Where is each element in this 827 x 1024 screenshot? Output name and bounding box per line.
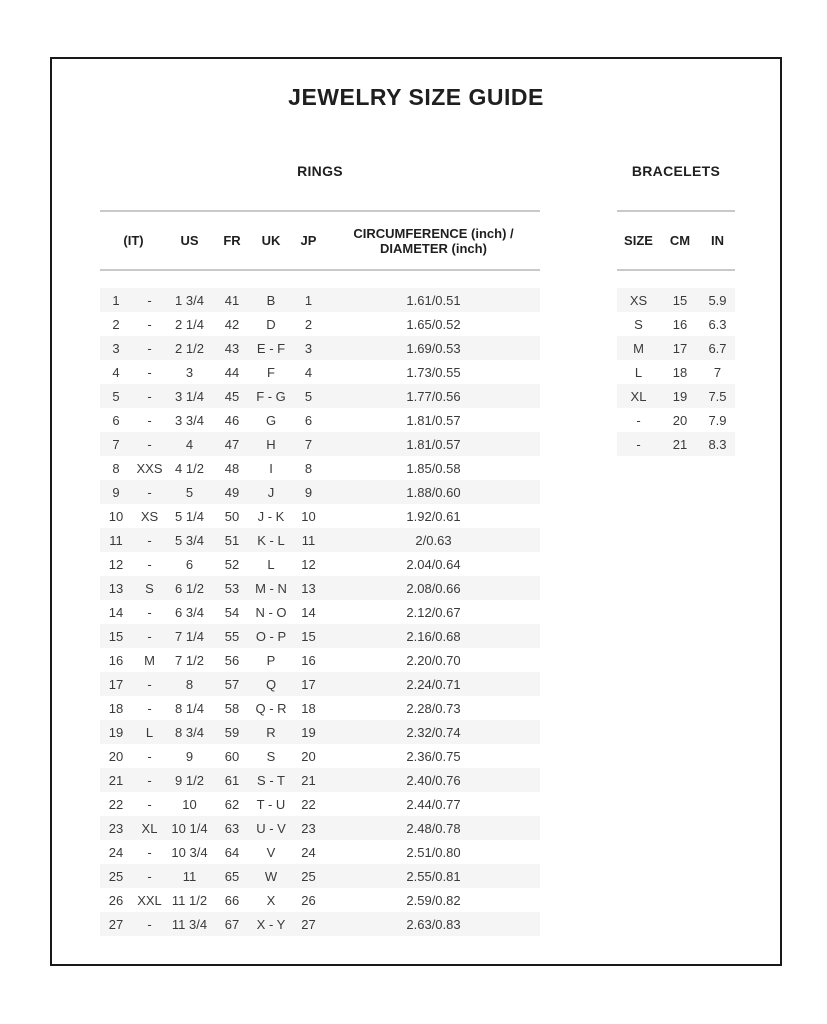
- table-cell: S: [266, 748, 276, 764]
- table-cell: 24: [301, 844, 316, 860]
- table-cell: 10 3/4: [171, 844, 208, 860]
- table-cell: B: [266, 292, 276, 308]
- bracelets-table: [617, 288, 735, 456]
- table-cell: 66: [224, 892, 240, 908]
- table-cell: 56: [224, 652, 240, 668]
- table-cell: 11: [182, 868, 197, 884]
- table-cell: 2.32/0.74: [406, 724, 461, 740]
- table-cell: M: [633, 340, 644, 356]
- table-cell: 23: [301, 820, 316, 836]
- page-title: JEWELRY SIZE GUIDE: [288, 84, 544, 110]
- table-cell: 2.40/0.76: [406, 772, 461, 788]
- table-cell: XL: [141, 820, 158, 836]
- table-cell: 25: [108, 868, 124, 884]
- table-cell: 64: [224, 844, 240, 860]
- table-cell: 1.61/0.51: [406, 292, 461, 308]
- table-cell: 19: [108, 724, 124, 740]
- table-cell: 49: [224, 484, 240, 500]
- table-cell: 18: [672, 364, 688, 380]
- table-cell: 11 1/2: [171, 892, 208, 908]
- table-cell: 16: [108, 652, 124, 668]
- table-cell: XL: [630, 388, 647, 404]
- table-row: [100, 576, 540, 600]
- table-cell: 5 3/4: [175, 532, 204, 548]
- table-cell: 20: [108, 748, 124, 764]
- table-row: [100, 336, 540, 360]
- table-row: [100, 360, 540, 384]
- table-cell: -: [147, 364, 152, 380]
- table-cell: 2/0.63: [415, 532, 452, 548]
- table-row: [617, 336, 735, 360]
- table-cell: 24: [108, 844, 124, 860]
- table-cell: 20: [301, 748, 316, 764]
- table-cell: 8 1/4: [175, 700, 204, 716]
- table-cell: 62: [224, 796, 240, 812]
- table-cell: 14: [301, 604, 316, 620]
- table-cell: 2: [112, 316, 120, 332]
- table-cell: 1: [304, 292, 313, 308]
- table-cell: 1.85/0.58: [406, 460, 461, 476]
- table-cell: -: [147, 748, 152, 764]
- table-cell: 6 3/4: [175, 604, 204, 620]
- table-cell: 1.92/0.61: [406, 508, 461, 524]
- table-cell: 6: [112, 412, 120, 428]
- table-cell: 63: [224, 820, 240, 836]
- bracelets-header-in: IN: [700, 211, 735, 270]
- table-cell: 55: [224, 628, 240, 644]
- table-row: [100, 528, 540, 552]
- table-cell: 22: [108, 796, 124, 812]
- table-cell: 47: [224, 436, 240, 452]
- table-cell: Q - R: [255, 700, 287, 716]
- rings-header-table: [100, 210, 540, 271]
- table-cell: -: [147, 604, 152, 620]
- table-cell: 21: [301, 772, 316, 788]
- table-cell: -: [636, 412, 641, 428]
- table-cell: D: [266, 316, 276, 332]
- bracelets-table-body: [617, 288, 735, 456]
- table-cell: 2 1/4: [175, 316, 204, 332]
- table-cell: S: [634, 316, 643, 332]
- table-cell: 60: [224, 748, 240, 764]
- table-cell: T - U: [256, 796, 286, 812]
- table-cell: 11: [109, 532, 123, 548]
- table-cell: -: [147, 844, 152, 860]
- table-row: [100, 696, 540, 720]
- table-cell: -: [147, 772, 152, 788]
- table-row: [617, 384, 735, 408]
- table-cell: -: [147, 532, 152, 548]
- table-cell: 2.16/0.68: [406, 628, 461, 644]
- table-cell: 2.12/0.67: [406, 604, 461, 620]
- table-cell: 15: [301, 628, 316, 644]
- table-cell: 4: [304, 364, 313, 380]
- bracelets-header-cm: CM: [660, 211, 700, 270]
- table-cell: -: [147, 556, 152, 572]
- table-row: [100, 672, 540, 696]
- table-cell: 1 3/4: [175, 292, 204, 308]
- table-cell: 17: [108, 676, 124, 692]
- table-cell: J - K: [257, 508, 285, 524]
- table-cell: 9 1/2: [175, 772, 204, 788]
- table-cell: 67: [224, 916, 240, 932]
- table-cell: 16: [672, 316, 688, 332]
- table-cell: 2.36/0.75: [406, 748, 461, 764]
- bracelets-header-row: [617, 211, 735, 270]
- table-cell: L: [145, 724, 154, 740]
- table-cell: 2.51/0.80: [406, 844, 461, 860]
- table-cell: 15: [672, 292, 688, 308]
- table-cell: L: [634, 364, 643, 380]
- table-cell: 18: [301, 700, 316, 716]
- table-cell: 12: [108, 556, 124, 572]
- table-cell: 8: [185, 676, 194, 692]
- table-cell: 58: [224, 700, 240, 716]
- table-cell: 9: [185, 748, 194, 764]
- table-cell: 5 1/4: [175, 508, 204, 524]
- table-cell: 26: [108, 892, 124, 908]
- table-row: [100, 552, 540, 576]
- table-row: [100, 792, 540, 816]
- table-cell: 3 1/4: [175, 388, 204, 404]
- table-cell: -: [147, 412, 152, 428]
- table-cell: 8: [304, 460, 313, 476]
- rings-header-row: [100, 211, 540, 270]
- table-cell: 2.55/0.81: [406, 868, 461, 884]
- table-cell: S: [145, 580, 154, 596]
- table-cell: S - T: [257, 772, 285, 788]
- table-cell: 7: [304, 436, 313, 452]
- table-cell: H: [266, 436, 276, 452]
- table-cell: 17: [301, 676, 316, 692]
- table-cell: 20: [672, 412, 688, 428]
- table-cell: U - V: [256, 820, 286, 836]
- table-cell: O - P: [255, 628, 287, 644]
- table-cell: X: [266, 892, 276, 908]
- table-cell: -: [147, 340, 152, 356]
- table-cell: -: [147, 916, 152, 932]
- table-row: [617, 408, 735, 432]
- table-cell: 3 3/4: [175, 412, 204, 428]
- table-cell: XXL: [137, 892, 162, 908]
- table-cell: 48: [224, 460, 240, 476]
- rings-header-fr: FR: [212, 211, 252, 270]
- table-cell: G: [265, 412, 277, 428]
- table-cell: 2.24/0.71: [406, 676, 461, 692]
- table-cell: 27: [108, 916, 124, 932]
- table-cell: XXS: [136, 460, 163, 476]
- table-cell: -: [147, 388, 152, 404]
- table-cell: 19: [672, 388, 688, 404]
- table-cell: 2.04/0.64: [406, 556, 461, 572]
- table-cell: F: [267, 364, 275, 380]
- table-cell: Q: [265, 676, 277, 692]
- table-cell: 7.5: [708, 388, 727, 404]
- table-cell: 6.7: [708, 340, 727, 356]
- table-cell: M: [144, 652, 155, 668]
- table-cell: I: [269, 460, 273, 476]
- table-cell: X - Y: [256, 916, 286, 932]
- table-cell: 59: [224, 724, 240, 740]
- table-cell: 2.59/0.82: [406, 892, 461, 908]
- table-cell: 1.65/0.52: [406, 316, 461, 332]
- table-cell: V: [266, 844, 276, 860]
- table-row: [100, 408, 540, 432]
- table-cell: 13: [108, 580, 124, 596]
- table-cell: L: [267, 556, 275, 572]
- table-cell: 16: [301, 652, 316, 668]
- table-row: [100, 384, 540, 408]
- table-row: [100, 312, 540, 336]
- table-cell: 8 3/4: [175, 724, 204, 740]
- table-cell: 50: [224, 508, 240, 524]
- table-cell: 7: [713, 364, 722, 380]
- table-cell: 9: [112, 484, 120, 500]
- table-cell: -: [147, 436, 152, 452]
- table-cell: 1.81/0.57: [406, 436, 461, 452]
- table-cell: 46: [224, 412, 240, 428]
- table-cell: 1.73/0.55: [406, 364, 461, 380]
- table-row: [100, 816, 540, 840]
- table-cell: 6 1/2: [175, 580, 204, 596]
- table-cell: 54: [224, 604, 240, 620]
- table-cell: 7: [112, 436, 120, 452]
- table-cell: 6: [304, 412, 313, 428]
- table-cell: M - N: [255, 580, 287, 596]
- table-row: [100, 432, 540, 456]
- table-cell: 1: [112, 292, 120, 308]
- table-cell: 13: [301, 580, 316, 596]
- table-row: [100, 600, 540, 624]
- table-cell: -: [147, 796, 152, 812]
- table-cell: 53: [224, 580, 240, 596]
- table-row: [100, 720, 540, 744]
- table-cell: 19: [301, 724, 316, 740]
- table-cell: 22: [301, 796, 316, 812]
- table-cell: 2.28/0.73: [406, 700, 461, 716]
- table-cell: 2.08/0.66: [406, 580, 461, 596]
- table-cell: 10: [182, 796, 197, 812]
- table-cell: 3: [304, 340, 313, 356]
- table-cell: 4: [185, 436, 194, 452]
- table-row: [100, 768, 540, 792]
- table-cell: 3: [185, 364, 194, 380]
- table-cell: 6: [185, 556, 194, 572]
- table-cell: 11: [301, 532, 316, 548]
- table-row: [100, 480, 540, 504]
- circumference-header-line2: DIAMETER (inch): [380, 240, 487, 256]
- table-cell: 5: [112, 388, 120, 404]
- table-cell: 21: [108, 772, 124, 788]
- table-row: [100, 912, 540, 936]
- table-cell: 5.9: [708, 292, 727, 308]
- table-row: [100, 888, 540, 912]
- table-cell: 45: [224, 388, 240, 404]
- table-cell: 2.48/0.78: [406, 820, 461, 836]
- table-cell: 2.63/0.83: [406, 916, 461, 932]
- table-cell: XS: [140, 508, 159, 524]
- table-row: [100, 456, 540, 480]
- table-cell: 1.88/0.60: [406, 484, 461, 500]
- table-cell: 4 1/2: [175, 460, 204, 476]
- table-cell: 21: [672, 436, 688, 452]
- table-cell: J: [267, 484, 275, 500]
- table-cell: 2.44/0.77: [406, 796, 461, 812]
- table-cell: F - G: [256, 388, 286, 404]
- table-row: [100, 840, 540, 864]
- table-cell: 65: [224, 868, 240, 884]
- table-cell: 10: [108, 508, 124, 524]
- table-cell: 7.9: [708, 412, 727, 428]
- table-row: [100, 504, 540, 528]
- table-cell: 2 1/2: [175, 340, 204, 356]
- table-cell: -: [147, 628, 152, 644]
- table-row: [617, 312, 735, 336]
- table-cell: E - F: [256, 340, 286, 356]
- table-row: [617, 288, 735, 312]
- table-cell: 18: [108, 700, 124, 716]
- table-cell: 4: [112, 364, 120, 380]
- rings-table-body: [100, 288, 540, 936]
- table-cell: 42: [224, 316, 240, 332]
- rings-header-us: US: [167, 211, 212, 270]
- table-cell: 23: [108, 820, 124, 836]
- table-cell: -: [636, 436, 641, 452]
- table-cell: 1.81/0.57: [406, 412, 461, 428]
- table-cell: -: [147, 484, 152, 500]
- table-cell: 8: [112, 460, 120, 476]
- table-cell: 9: [304, 484, 313, 500]
- table-cell: -: [147, 700, 152, 716]
- rings-section-title: RINGS: [297, 163, 343, 179]
- table-cell: -: [147, 868, 152, 884]
- bracelets-header-table: [617, 210, 735, 271]
- bracelets-header-size: SIZE: [617, 211, 660, 270]
- table-row: [100, 744, 540, 768]
- table-cell: P: [266, 652, 276, 668]
- rings-header-jp: JP: [290, 211, 327, 270]
- table-cell: -: [147, 316, 152, 332]
- table-row: [617, 360, 735, 384]
- rings-header-uk: UK: [252, 211, 290, 270]
- table-cell: -: [147, 292, 152, 308]
- table-cell: 43: [224, 340, 240, 356]
- rings-header-it: (IT): [100, 211, 167, 270]
- rings-header-circumference: [327, 211, 540, 270]
- circumference-header-line1: CIRCUMFERENCE (inch) /: [353, 225, 514, 241]
- table-cell: 14: [108, 604, 124, 620]
- table-cell: K - L: [257, 532, 285, 548]
- table-cell: 5: [304, 388, 313, 404]
- table-cell: 3: [112, 340, 120, 356]
- table-cell: 1.69/0.53: [406, 340, 461, 356]
- table-row: [100, 864, 540, 888]
- table-cell: 44: [224, 364, 240, 380]
- table-cell: 51: [224, 532, 240, 548]
- table-cell: 8.3: [708, 436, 727, 452]
- table-cell: 52: [224, 556, 240, 572]
- rings-table: [100, 288, 540, 936]
- table-cell: R: [266, 724, 276, 740]
- table-cell: 2.20/0.70: [406, 652, 461, 668]
- bracelets-section-title: BRACELETS: [631, 163, 721, 179]
- table-cell: 11 3/4: [171, 916, 208, 932]
- table-cell: 15: [108, 628, 124, 644]
- table-cell: 10: [301, 508, 316, 524]
- table-cell: XS: [629, 292, 648, 308]
- table-cell: -: [147, 676, 152, 692]
- table-cell: W: [264, 868, 278, 884]
- table-cell: 61: [224, 772, 240, 788]
- table-row: [100, 648, 540, 672]
- size-guide-frame: [50, 57, 782, 966]
- table-cell: 12: [301, 556, 316, 572]
- table-cell: 10 1/4: [171, 820, 208, 836]
- table-cell: 7 1/4: [175, 628, 204, 644]
- table-cell: N - O: [255, 604, 287, 620]
- table-row: [617, 432, 735, 456]
- table-cell: 7 1/2: [175, 652, 204, 668]
- table-cell: 6.3: [708, 316, 727, 332]
- table-cell: 1.77/0.56: [406, 388, 461, 404]
- table-cell: 17: [672, 340, 688, 356]
- table-cell: 26: [301, 892, 316, 908]
- table-cell: 25: [301, 868, 316, 884]
- table-row: [100, 288, 540, 312]
- table-row: [100, 624, 540, 648]
- table-cell: 5: [185, 484, 194, 500]
- table-cell: 27: [301, 916, 316, 932]
- table-cell: 41: [224, 292, 240, 308]
- table-cell: 2: [304, 316, 313, 332]
- table-cell: 57: [224, 676, 240, 692]
